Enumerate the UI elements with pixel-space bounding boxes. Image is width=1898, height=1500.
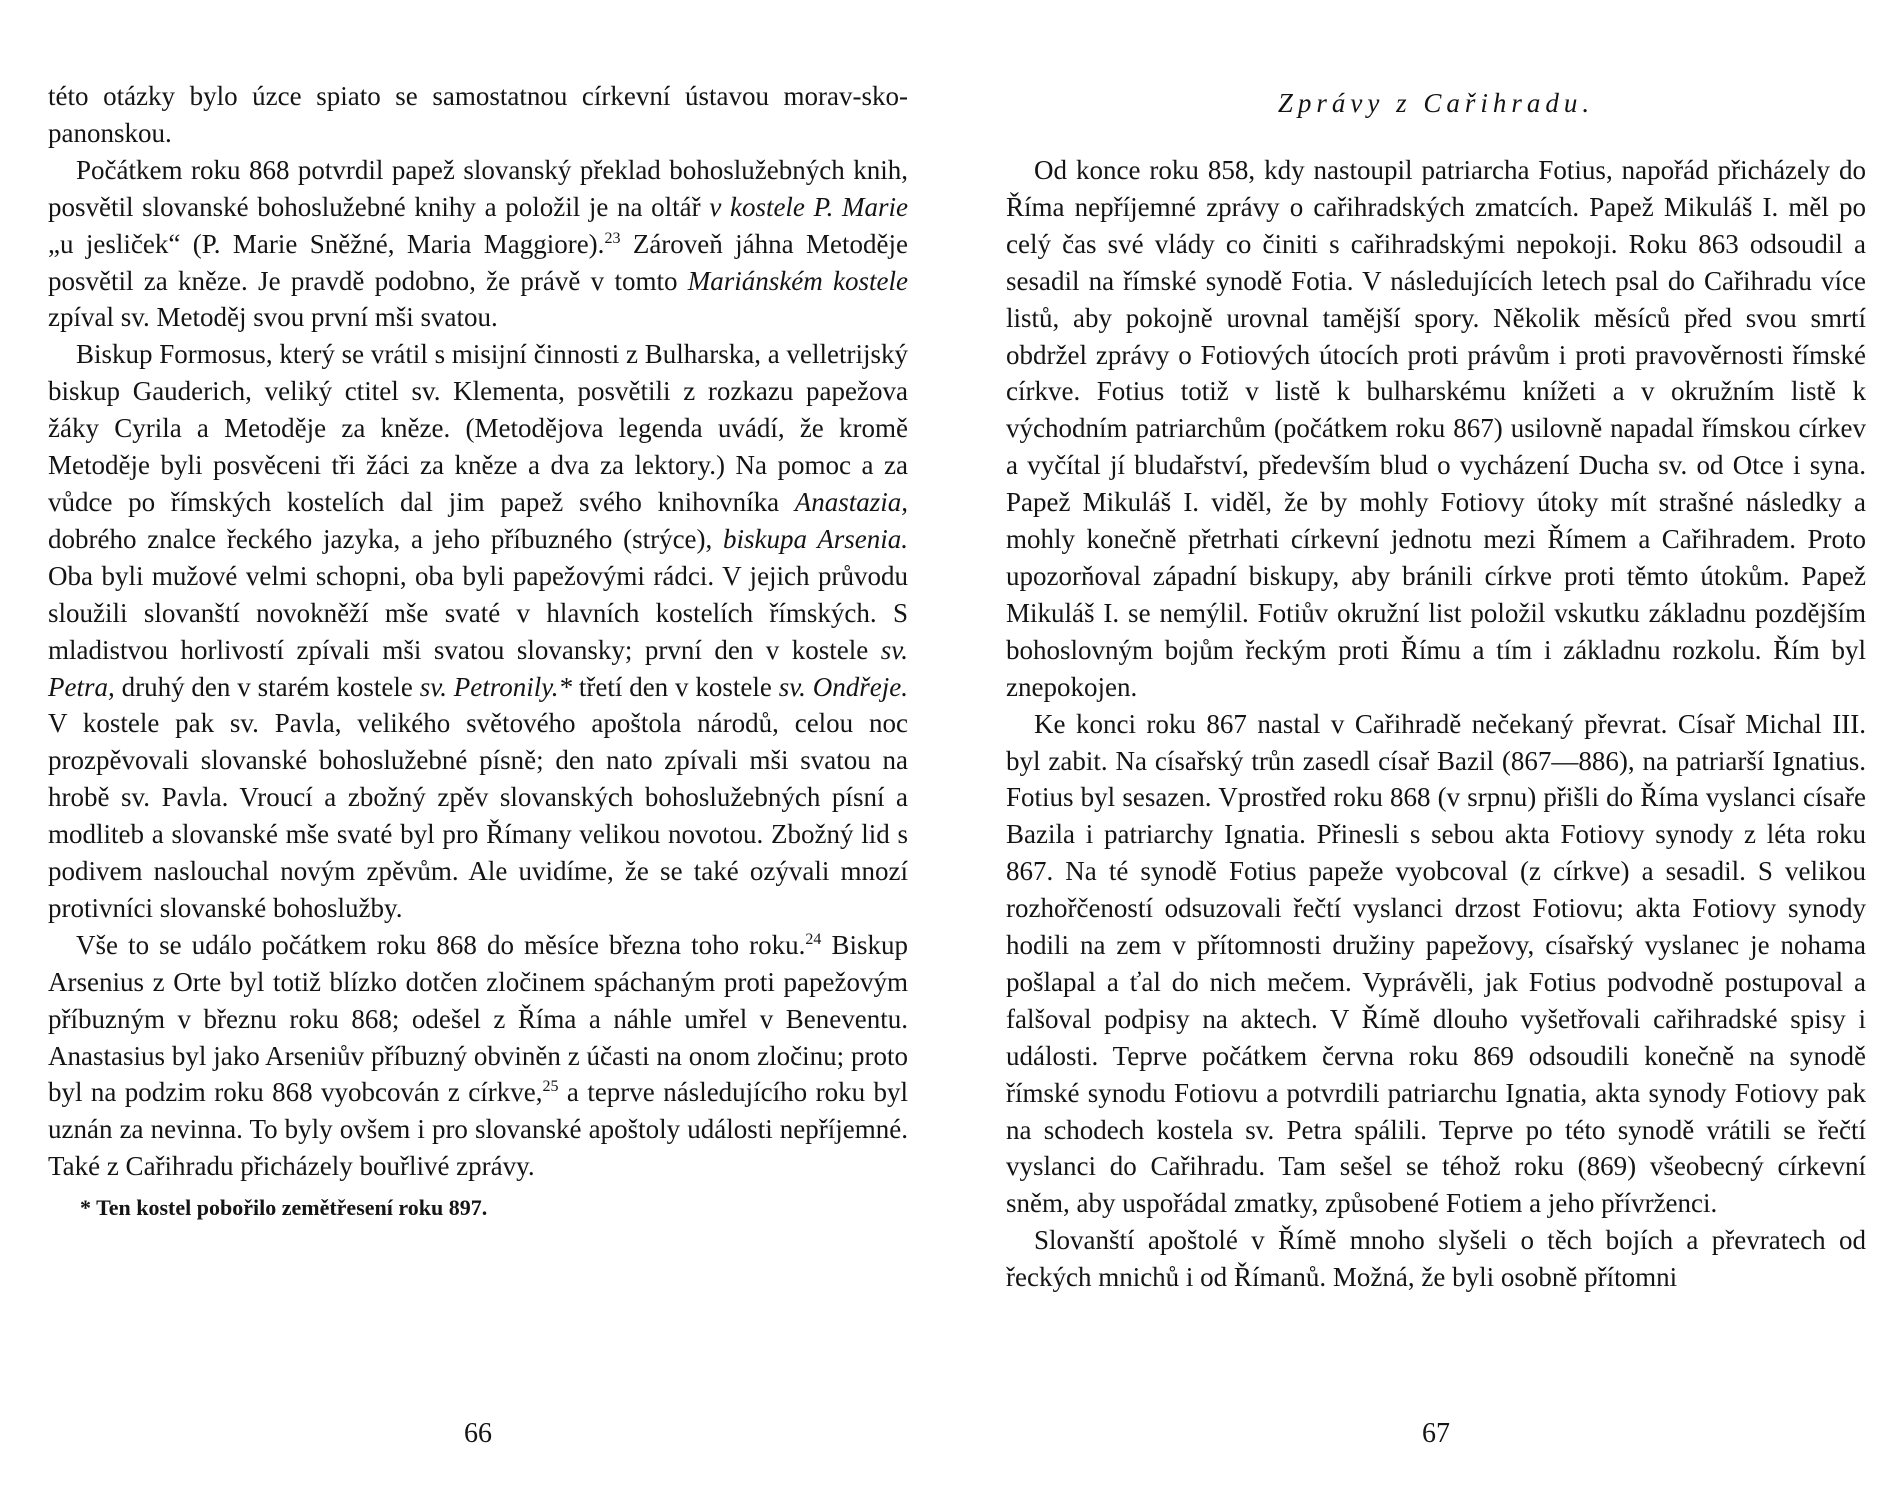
running-head: Zprávy z Cařihradu. [1277,88,1595,118]
footnote-ref: 24 [805,930,822,948]
paragraph [48,927,908,1185]
footnote: * Ten kostel pobořilo zemětřesení roku 897. [80,1195,488,1221]
text-run: V kostele pak sv. Pavla, velikého světového apoštola národů, celou noc prozpěvovali slovanské bohoslužebné písně; den nato zpívali mši svatou na hrobě sv. Pavla. Vroucí a zbožný zpěv slovanských bohoslužebných písní a modliteb a slovanské mše svaté byl pro Římany velikou novotou. Zbožný lid s podivem naslouchal novým zpěvům. Ale uvidíme, že se také ozývali mnozí protivníci slovanské bohoslužby. [48,708,908,923]
right-page-text [1006,152,1866,1296]
text-run: Počátkem roku 868 potvrdil papež slovanský překlad bohoslužebných knih, posvětil slovanské bohoslužebné knihy a položil je na oltář [48,154,908,222]
text-run: druhý den v starém kostele [114,671,420,702]
text-run: Zároveň jáhna Metoděje posvětil za kněze. Je pravdě podobno, že právě v tomto [48,228,909,296]
left-page-text [48,78,908,1223]
text-run: dobrého znalce řeckého jazyka, a jeho příbuzného (strýce), [48,523,724,554]
text-run: této otázky bylo úzce spiato se samostatnou církevní ústavou morav-sko-panonskou. [48,81,908,148]
italic-text: v kostele P. Marie [709,191,908,222]
right-page-number: 67 [1422,1418,1450,1449]
italic-text: Mariánském kostele [687,265,908,296]
text-run: Od konce roku 858, kdy nastoupil patriarcha Fotius, napořád přicházely do Říma nepříjemné zprávy o cařihradských zmatcích. Papež Mikuláš I. měl po celý čas své vlády co činiti s cařihradskými nepokoji. Roku 863 odsoudil a sesadil na římské synodě Fotia. V následujících letech psal do Cařihradu více listů, aby pokojně urovnal tamější spory. Několik měsíců před svou smrtí obdržel zprávy o Fotiových útocích proti právům i proti pravověrnosti římské církve. Fotius totiž v listě k bulharskému knížeti a v okružním listě k východním patriarchům (počátkem roku 867) usilovně napadal římskou církev a vyčítal jí bludařství, především blud o vycházení Ducha sv. od Otce i syna. Papež Mikuláš I. viděl, že by mohly Fotiovy útoky mít strašné následky a mohly konečně přetrhati církevní jednotu mezi Římem a Cařihradem. Proto upozorňoval západní biskupy, aby bránili církve proti těmto útokům. Papež Mikuláš I. se nemýlil. Fotiův okružní list položil vskutku základnu pozdějším bohoslovným bojům řeckým proti Římu a tím i základnu rozkolu. Řím byl znepokojen. [1006,155,1866,702]
text-run: Biskup Formosus, který se vrátil s misijní činnosti z Bulharska, a velletrijský biskup Gauderich, veliký ctitel sv. Klementa, posvětili z rozkazu papežova žáky Cyrila a Metoděje za kněze. (Metodějova legenda uvádí, že kromě Metoděje byli posvěceni tři žáci za kněze a dva za lektory.) Na pomoc a za vůdce po římských kostelích dal jim papež svého knihovníka [48,339,908,517]
text-run: zpíval sv. Metoděj svou první mši svatou. [48,302,498,333]
paragraph [48,336,908,927]
italic-text: sv. Petronily.* [419,671,573,702]
text-run: třetí den v kostele [572,671,779,702]
text-run: „u jesliček“ (P. Marie Sněžné, Maria Maggiore). [48,228,605,259]
footnote-ref: 23 [604,229,621,247]
text-run: Vše to se událo počátkem roku 868 do měsíce března toho roku. [76,929,806,960]
paragraph [1006,1222,1866,1296]
italic-text: Anastazia, [794,486,908,517]
paragraph [1006,152,1866,706]
footnote-ref: 25 [542,1078,559,1096]
paragraph [48,152,908,337]
text-run: Biskup Arsenius z Orte byl totiž blízko dotčen zločinem spáchaným proti papežovým příbuzným v březnu roku 868; odešel z Říma a náhle umřel v Beneventu. Anastasius byl jako Arseniův příbuzný obviněn z účasti na onom zločinu; proto byl na podzim roku 868 vyobcován z církve, [48,929,908,1108]
text-run: Ke konci roku 867 nastal v Cařihradě nečekaný převrat. Císař Michal III. byl zabit. Na císařský trůn zasedl císař Bazil (867—886), na patriarší Ignatius. Fotius byl sesazen. Vprostřed roku 868 (v srpnu) přišli do Říma vyslanci císaře Bazila i patriarchy Ignatia. Přinesli s sebou akta Fotiovy synody z léta roku 867. Na té synodě Fotius papeže vyobcoval (z církve) a sesadil. S velikou rozhořčeností odsuzovali řečtí vyslanci drzost Fotiovu; akta Fotiovy synody hodili na zem v přítomnosti družiny papežovy, císařský vyslanec je nohama pošlapal a ťal do nich mečem. Vyprávěli, jak Fotius podvodně postupoval a falšoval podpisy na aktech. V Římě dlouho vyšetřovali cařihradské spisy i události. Teprve počátkem června roku 869 odsoudili konečně na synodě římské synodu Fotiovu a potvrdili patriarchu Ignatia, akta synody Fotiovy pak na schodech kostela sv. Petra spálili. Teprve po této synodě vrátili se řečtí vyslanci do Cařihradu. Tam sešel se téhož roku (869) všeobecný církevní sněm, aby uspořádal zmatky, způsobené Fotiem a jeho přívrženci. [1006,708,1866,1219]
left-page-number: 66 [464,1418,492,1449]
italic-text: sv. Petra, [48,634,908,702]
paragraph [48,78,908,152]
text-run: Slovanští apoštolé v Římě mnoho slyšeli o těch bojích a převratech od řeckých mnichů i od Římanů. Možná, že byli osobně přítomni [1006,1225,1866,1293]
text-run: Oba byli mužové velmi schopni, oba byli papežovými rádci. V jejich průvodu sloužili slovanští novokněží mše svaté v hlavních kostelích římských. S mladistvou horlivostí zpívali mši svatou slovansky; první den v kostele [48,560,908,665]
italic-text: biskupa Arsenia. [723,523,908,554]
text-run: a teprve následujícího roku byl uznán za nevinna. To byly ovšem i pro slovanské apoštoly události nepříjemné. Také z Cařihradu přicházely bouřlivé zprávy. [48,1077,908,1182]
paragraph [1006,706,1866,1223]
italic-text: sv. Ondřeje. [778,671,908,702]
